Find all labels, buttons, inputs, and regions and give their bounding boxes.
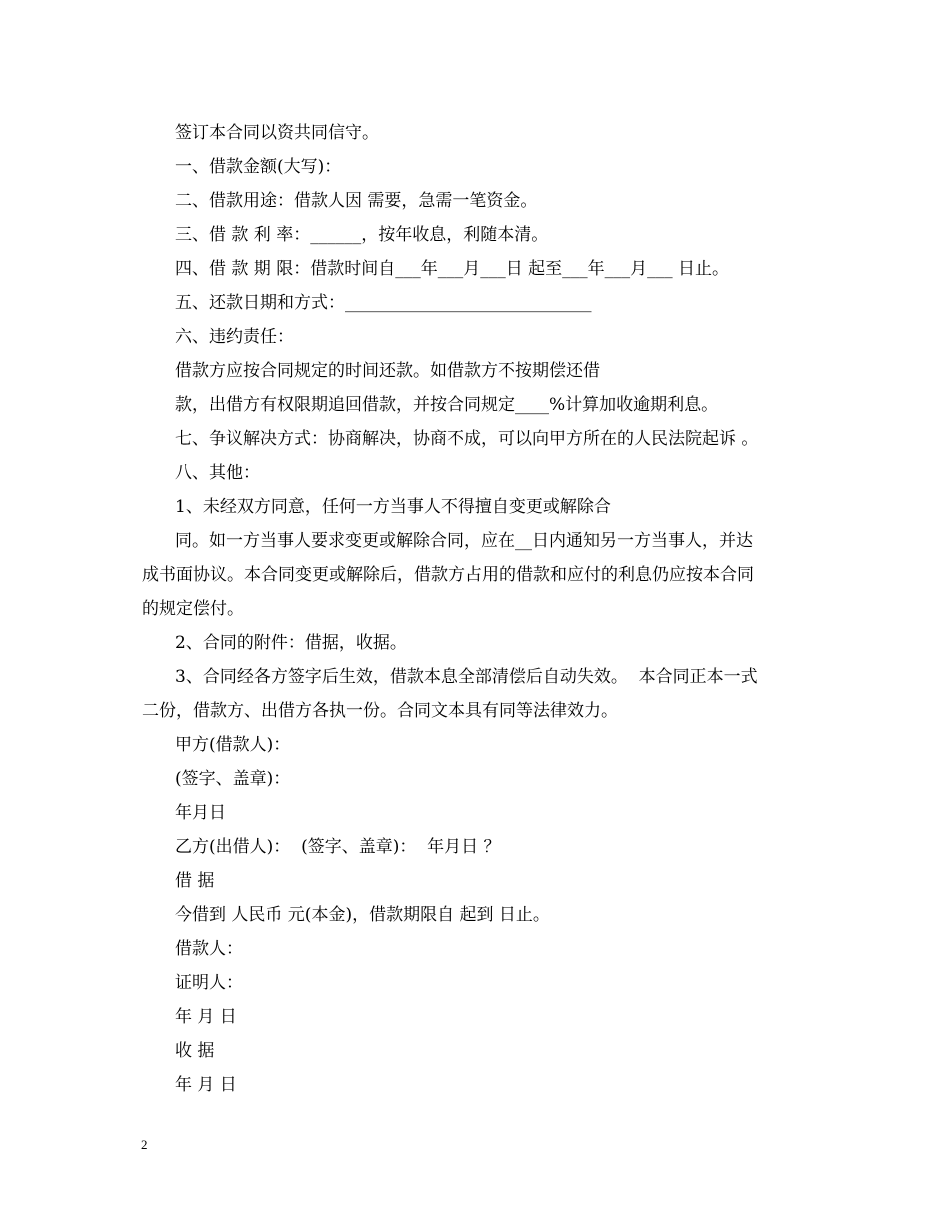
text-line: 收 据 (175, 1041, 215, 1061)
text-line: 今借到 人民币 元(本金)，借款期限自 起到 日止。 (175, 905, 550, 925)
text-line: 签订本合同以资共同信守。 (175, 123, 379, 143)
text-line: 借款人： (175, 939, 243, 959)
text-line: 1、未经双方同意，任何一方当事人不得擅自变更或解除合 (175, 497, 611, 517)
text-line: 证明人： (175, 973, 243, 993)
text-line: 款，出借方有权限期追回借款，并按合同规定____%计算加收逾期利息。 (175, 395, 719, 415)
text-line: 成书面协议。本合同变更或解除后，借款方占用的借款和应付的利息仍应按本合同 (142, 565, 754, 585)
text-line: 乙方(出借人)： (签字、盖章)： 年月日 ？ (175, 837, 501, 857)
text-line: 同。如一方当事人要求变更或解除合同，应在__日内通知另一方当事人，并达 (175, 531, 753, 551)
text-line: 五、还款日期和方式：_____________________________ (175, 293, 592, 313)
text-line: 2、合同的附件：借据，收据。 (175, 633, 407, 653)
text-line: 二份，借款方、出借方各执一份。合同文本具有同等法律效力。 (142, 701, 618, 721)
contract-body (142, 116, 812, 1102)
text-line: 甲方(借款人)： (175, 735, 291, 755)
text-line: (签字、盖章)： (175, 769, 291, 789)
text-line: 3、合同经各方签字后生效，借款本息全部清偿后自动失效。 本合同正本一式 (175, 667, 758, 687)
text-line: 年 月 日 (175, 1075, 237, 1095)
page-number: 2 (141, 1137, 148, 1152)
text-line: 年月日 (175, 803, 226, 823)
text-line: 四、借 款 期 限：借款时间自___年___月___日 起至___年___月___ 日止。 (175, 259, 730, 279)
text-line: 二、借款用途：借款人因 需要，急需一笔资金。 (175, 191, 538, 211)
text-line: 的规定偿付。 (142, 599, 244, 619)
text-line: 三、借 款 利 率：______，按年收息，利随本清。 (175, 225, 549, 245)
text-line: 借 据 (175, 871, 215, 891)
text-line: 六、违约责任： (175, 327, 294, 347)
text-line: 借款方应按合同规定的时间还款。如借款方不按期偿还借 (175, 361, 600, 381)
text-line: 八、其他： (175, 463, 260, 483)
text-line: 七、争议解决方式：协商解决，协商不成，可以向甲方所在的人民法院起诉 。 (175, 429, 759, 449)
text-line: 一、借款金额(大写)： (175, 157, 342, 177)
text-line: 年 月 日 (175, 1007, 237, 1027)
